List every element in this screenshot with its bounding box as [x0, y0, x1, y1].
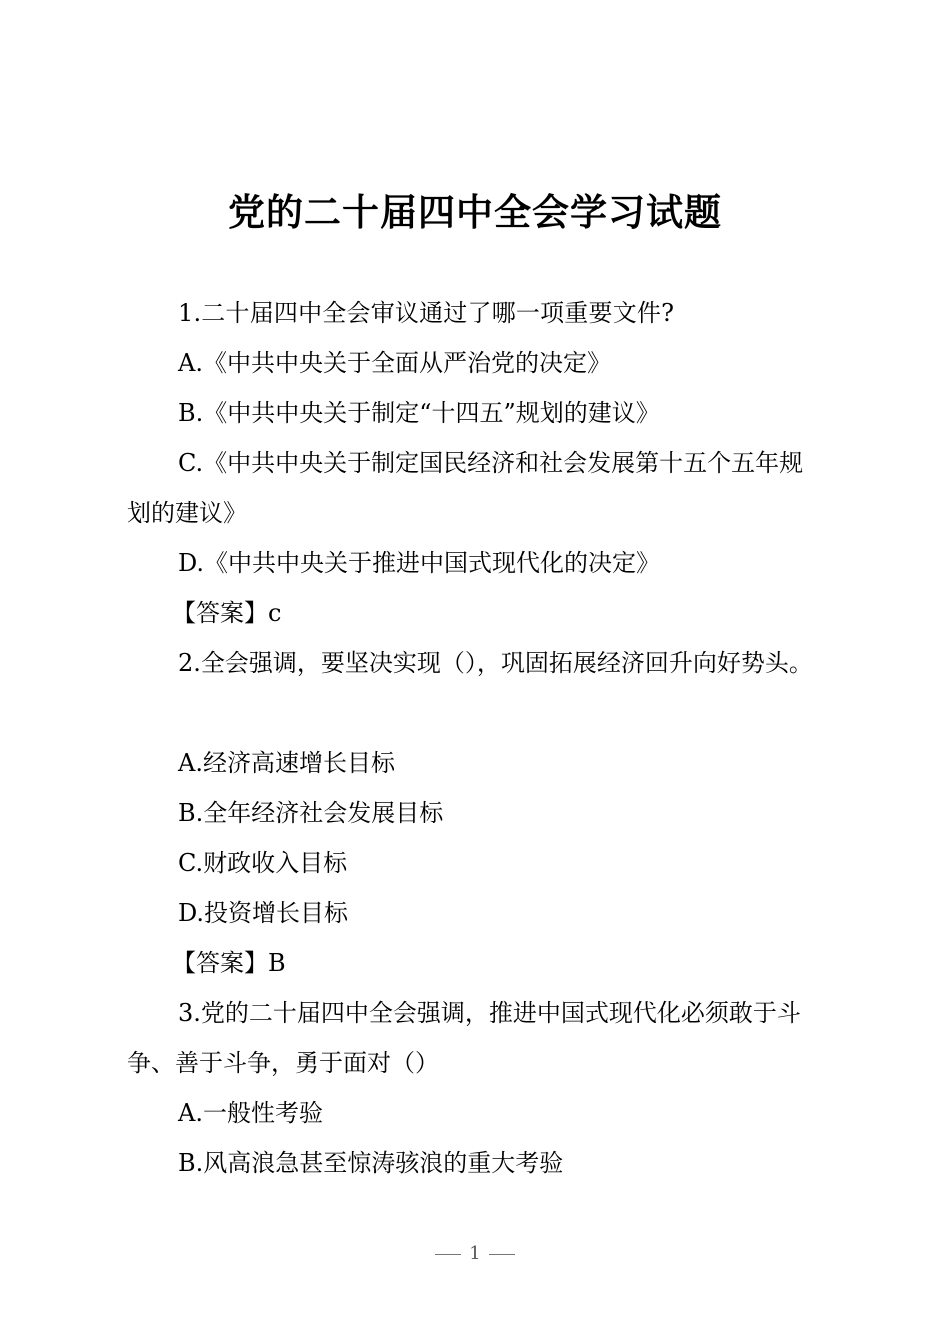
question-3-option-b: B.风高浪急甚至惊涛骇浪的重大考验	[178, 1149, 564, 1177]
question-3-option-a: A.一般性考验	[178, 1099, 323, 1127]
question-1-option-c: C.《中共中央关于制定国民经济和社会发展第十五个五年规划的建议》	[127, 449, 804, 527]
footer-dash-left	[435, 1254, 461, 1255]
footer-dash-right	[489, 1254, 515, 1255]
question-3-stem: 3.党的二十届四中全会强调，推进中国式现代化必须敢于斗争、善于斗争，勇于面对（）	[127, 999, 801, 1077]
question-1-option-a: A.《中共中央关于全面从严治党的决定》	[178, 349, 611, 377]
question-1-stem: 1.二十届四中全会审议通过了哪一项重要文件?	[178, 299, 675, 327]
question-1-option-d: D.《中共中央关于推进中国式现代化的决定》	[178, 549, 661, 577]
page-footer	[0, 1242, 950, 1266]
question-1-option-b: B.《中共中央关于制定“十四五”规划的建议》	[178, 399, 660, 427]
question-2-option-a: A.经济高速增长目标	[178, 749, 395, 777]
page-number: 1	[469, 1243, 481, 1264]
question-1-answer: 【答案】c	[172, 599, 282, 627]
question-2-answer: 【答案】B	[172, 949, 286, 977]
question-2-option-c: C.财政收入目标	[178, 849, 348, 877]
question-2-stem: 2.全会强调，要坚决实现（），巩固拓展经济回升向好势头。	[178, 649, 813, 677]
document-title: 党的二十届四中全会学习试题	[228, 191, 722, 234]
question-list	[127, 288, 827, 1188]
question-2-option-b: B.全年经济社会发展目标	[178, 799, 444, 827]
question-2-option-d: D.投资增长目标	[178, 899, 349, 927]
